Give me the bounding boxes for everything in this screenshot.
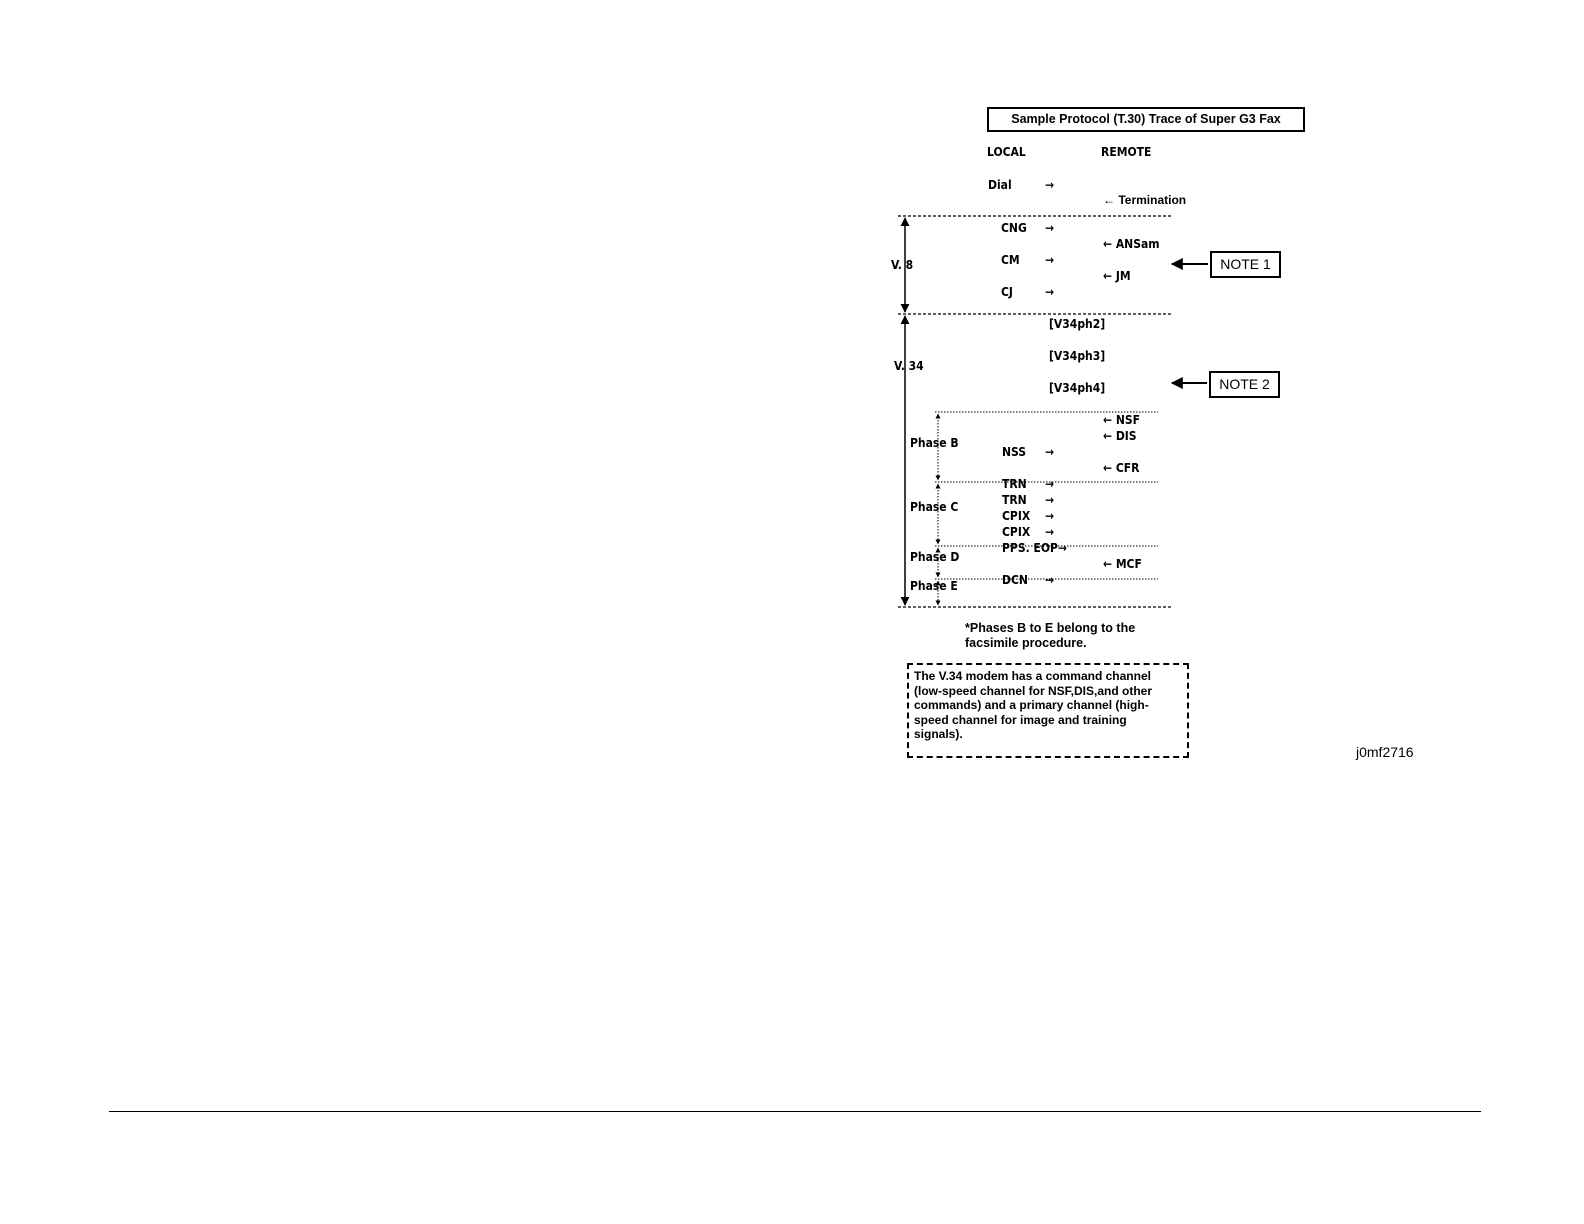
signal-label: PPS. EOP <box>1002 541 1058 555</box>
note-1-box: NOTE 1 <box>1210 251 1281 278</box>
phase-label-d: Phase D <box>910 550 960 564</box>
page-footer-rule <box>109 1111 1481 1112</box>
right-arrow-icon: → <box>1045 285 1055 299</box>
signal-label: TRN <box>1002 493 1027 507</box>
signal-v34ph3: [V34ph3] <box>1049 349 1106 363</box>
right-arrow-icon: → <box>1045 573 1055 587</box>
right-arrow-icon: → <box>1045 493 1055 507</box>
signal-label: CPIX <box>1002 525 1031 539</box>
right-arrow-icon: → <box>1045 445 1055 459</box>
right-arrow-icon: → <box>1057 541 1067 555</box>
phase-label-b: Phase B <box>910 436 959 450</box>
right-arrow-icon: → <box>1045 525 1055 539</box>
signal-label: DCN <box>1002 573 1028 587</box>
signal-label: CFR <box>1115 461 1140 475</box>
signal-label: ANSam <box>1115 237 1160 251</box>
section-label-v8: V. 8 <box>891 258 914 272</box>
local-column-heading: LOCAL <box>987 145 1026 159</box>
remote-column-heading: REMOTE <box>1101 145 1152 159</box>
left-arrow-icon: ← <box>1103 413 1113 427</box>
right-arrow-icon: → <box>1045 509 1055 523</box>
signal-label: CNG <box>1001 221 1027 235</box>
right-arrow-icon: → <box>1045 221 1055 235</box>
signal-label: CPIX <box>1002 509 1031 523</box>
signal-label: NSS <box>1002 445 1027 459</box>
signal-label: TRN <box>1002 477 1027 491</box>
right-arrow-icon: → <box>1045 253 1055 267</box>
signal-label: NSF <box>1115 413 1140 427</box>
signal-label: Termination <box>1118 193 1187 207</box>
left-arrow-icon: ← <box>1103 461 1113 475</box>
signal-label: JM <box>1115 269 1131 283</box>
signal-label: CJ <box>1001 285 1013 299</box>
left-arrow-icon: ← <box>1103 429 1113 443</box>
signal-v34ph2: [V34ph2] <box>1049 317 1106 331</box>
signal-v34ph4: [V34ph4] <box>1049 381 1106 395</box>
signal-label: MCF <box>1115 557 1142 571</box>
right-arrow-icon: → <box>1045 178 1055 192</box>
signal-label: CM <box>1001 253 1020 267</box>
signal-label: DIS <box>1115 429 1137 443</box>
note-2-box: NOTE 2 <box>1209 371 1280 398</box>
left-arrow-icon: ← <box>1103 269 1113 283</box>
right-arrow-icon: → <box>1045 477 1055 491</box>
signal-label: Dial <box>988 178 1012 192</box>
figure-id: j0mf2716 <box>1356 744 1414 760</box>
v34-modem-info-box: The V.34 modem has a command channel (low-speed channel for NSF,DIS,and other commands) and a primary channel (high- speed channel for image and training signals). <box>907 663 1189 758</box>
diagram-title: Sample Protocol (T.30) Trace of Super G3 Fax <box>987 107 1305 132</box>
phases-footnote: *Phases B to E belong to the facsimile procedure. <box>965 621 1136 650</box>
left-arrow-icon: ← <box>1103 557 1113 571</box>
left-arrow-icon: ← <box>1103 193 1115 207</box>
phase-label-c: Phase C <box>910 500 959 514</box>
phase-label-e: Phase E <box>910 579 958 593</box>
section-label-v34: V. 34 <box>894 359 924 373</box>
left-arrow-icon: ← <box>1103 237 1113 251</box>
